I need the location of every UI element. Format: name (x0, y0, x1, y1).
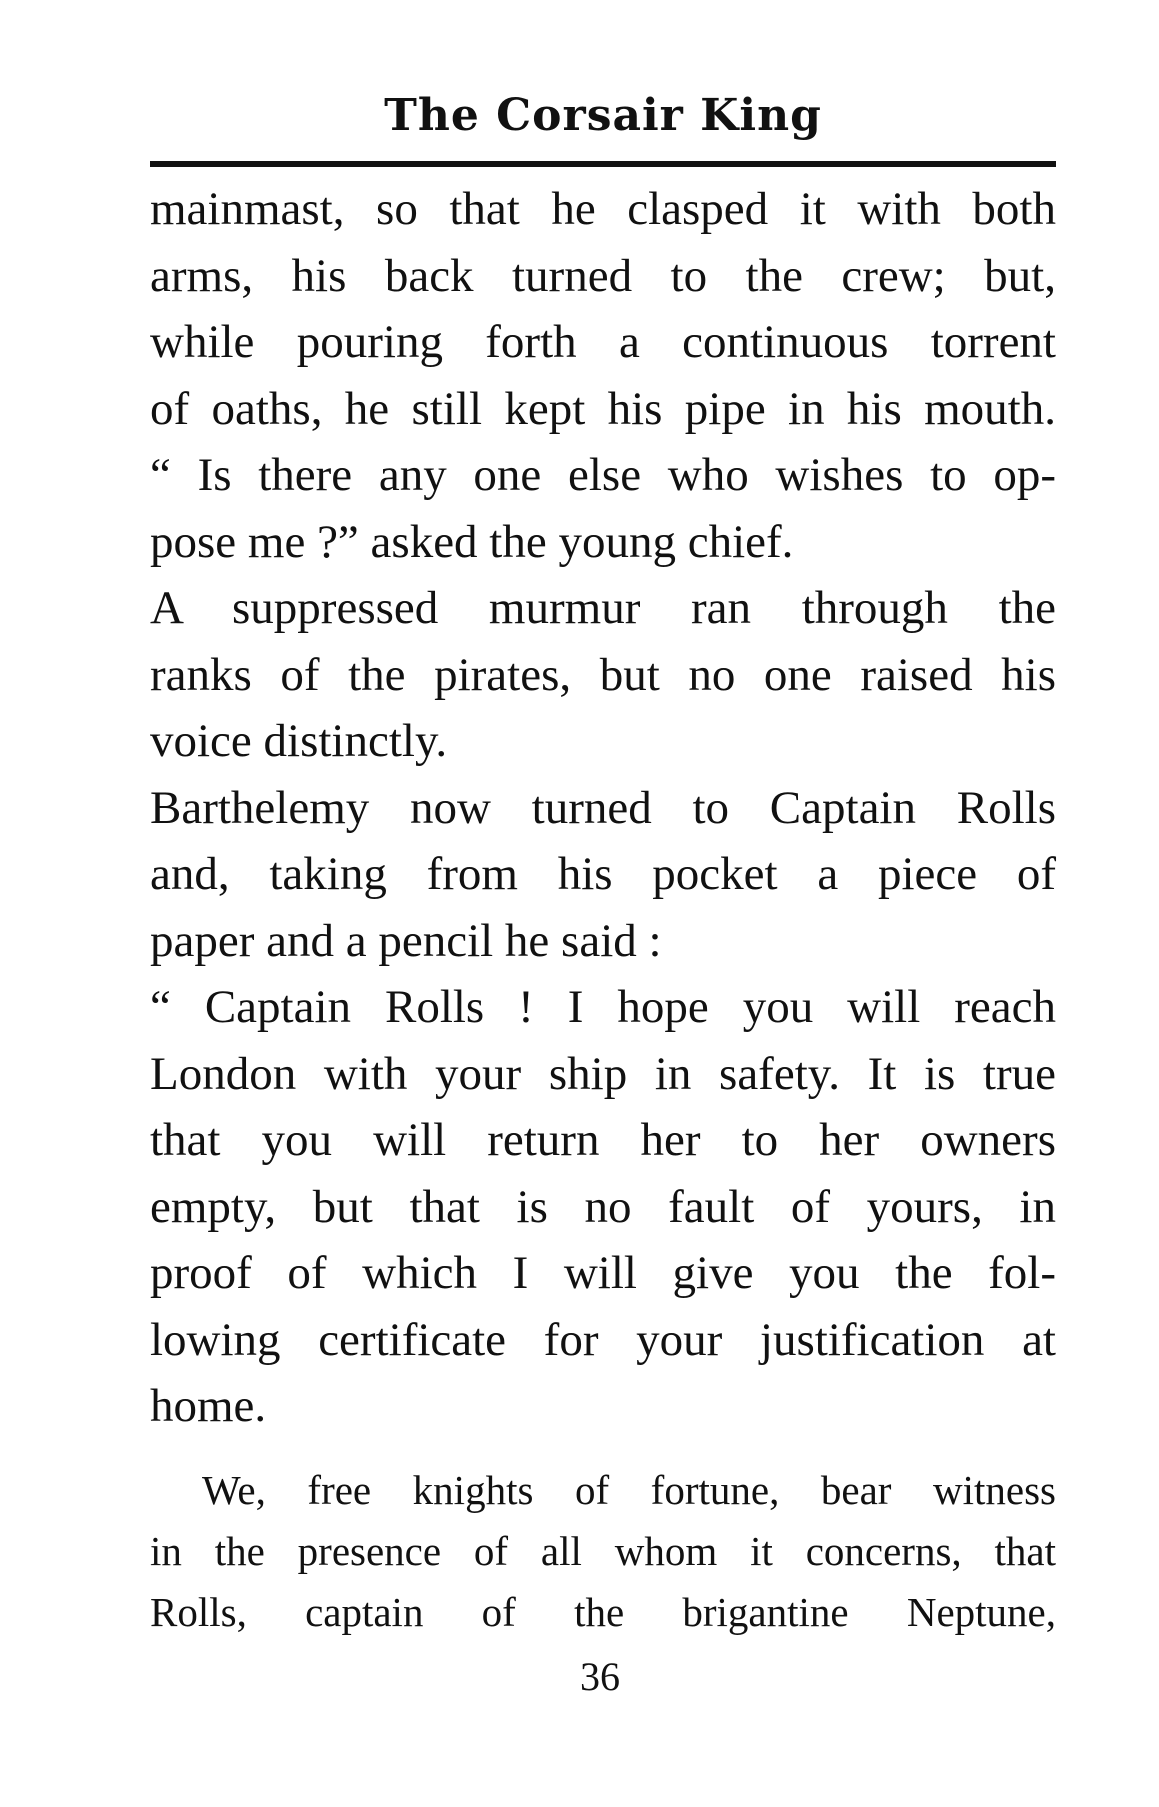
text-line: pose me ?” asked the young chief. (150, 515, 794, 568)
text-line: mainmast, so that he clasped it with both (150, 183, 1056, 235)
text-line: of oaths, he still kept his pipe in his mouth. (150, 382, 1056, 435)
text-line: while pouring forth a continuous torrent (150, 316, 1056, 368)
header-rule (150, 161, 1056, 167)
text-line: paper and a pencil he said : (150, 914, 662, 967)
certificate-line: We, free knights of fortune, bear witness (202, 1467, 1056, 1513)
text-line: proof of which I will give you the fol- (150, 1247, 1056, 1299)
text-line: arms, his back turned to the crew; but, (150, 249, 1056, 302)
text-line: “ Is there any one else who wishes to op- (150, 449, 1056, 501)
text-line: voice distinctly. (150, 715, 448, 767)
text-line: and, taking from his pocket a piece of (150, 848, 1056, 900)
text-line: ranks of the pirates, but no one raised his (150, 648, 1056, 701)
certificate-text (150, 1460, 1056, 1643)
text-line: London with your ship in safety. It is true (150, 1047, 1056, 1100)
certificate-line: in the presence of all whom it concerns, that (150, 1528, 1056, 1574)
running-head: The Corsair King (384, 90, 822, 141)
text-line: lowing certificate for your justification at (150, 1313, 1056, 1366)
text-line: A suppressed murmur ran through the (150, 582, 1056, 634)
text-line: empty, but that is no fault of yours, in (150, 1180, 1056, 1233)
text-line: home. (150, 1380, 267, 1432)
body-text (150, 176, 1056, 1440)
certificate-line: Rolls, captain of the brigantine Neptune, (150, 1589, 1056, 1635)
text-line: Barthelemy now turned to Captain Rolls (150, 781, 1056, 834)
page-number: 36 (580, 1654, 620, 1699)
text-line: that you will return her to her owners (150, 1114, 1056, 1166)
text-line: “ Captain Rolls ! I hope you will reach (150, 981, 1056, 1033)
